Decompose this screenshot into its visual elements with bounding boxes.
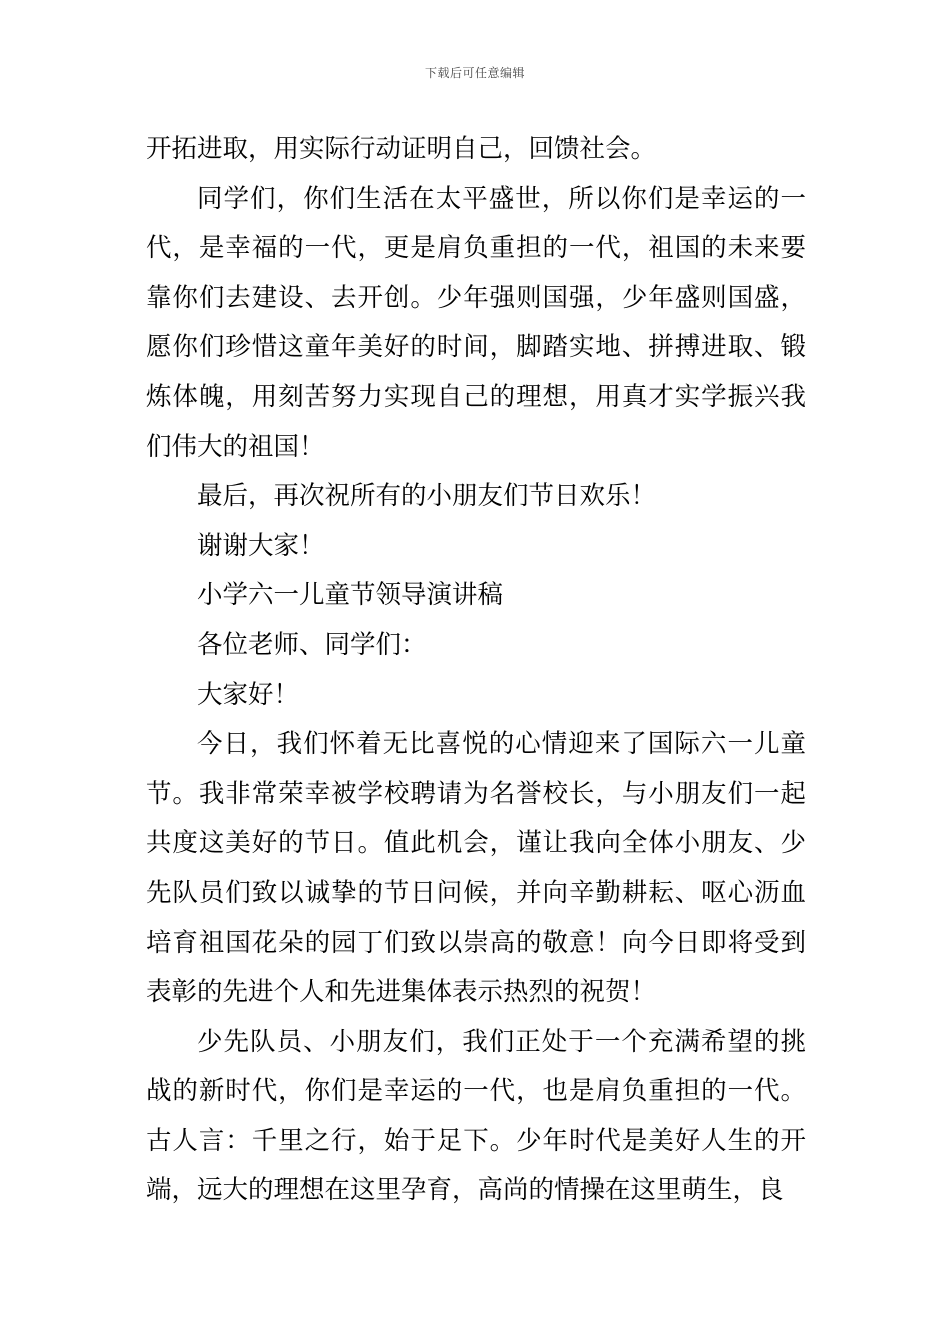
paragraph: 谢谢大家！: [197, 530, 325, 561]
document-body: [146, 125, 806, 1216]
paragraph: 最后，再次祝所有的小朋友们节日欢乐！: [197, 481, 657, 512]
paragraph: 同学们，你们生活在太平盛世，所以你们是幸运的一代，是幸福的一代，更是肩负重担的一代，祖国的未来要靠你们去建设、去开创。少年强则国强，少年盛则国盛，愿你们珍惜这童年美好的时间，脚踏实地、拼搏进取、锻炼体魄，用刻苦努力实现自己的理想，用真才实学振兴我们伟大的祖国！: [146, 183, 806, 462]
header-note: 下载后可任意编辑: [424, 66, 525, 80]
salutation: 各位老师、同学们：: [197, 629, 427, 660]
paragraph: 今日，我们怀着无比喜悦的心情迎来了国际六一儿童节。我非常荣幸被学校聘请为名誉校长，与小朋友们一起共度这美好的节日。值此机会，谨让我向全体小朋友、少先队员们致以诚挚的节日问候，并向辛勤耕耘、呕心沥血培育祖国花朵的园丁们致以崇高的敬意！向今日即将受到表彰的先进个人和先进集体表示热烈的祝贺！: [146, 729, 806, 1008]
section-title: 小学六一儿童节领导演讲稿: [197, 580, 504, 611]
paragraph: 少先队员、小朋友们，我们正处于一个充满希望的挑战的新时代，你们是幸运的一代，也是肩负重担的一代。古人言：千里之行，始于足下。少年时代是美好人生的开端，远大的理想在这里孕育，高尚的情操在这里萌生，良: [146, 1026, 806, 1206]
greeting: 大家好！: [197, 679, 300, 710]
paragraph: 开拓进取，用实际行动证明自己，回馈社会。: [146, 134, 657, 164]
